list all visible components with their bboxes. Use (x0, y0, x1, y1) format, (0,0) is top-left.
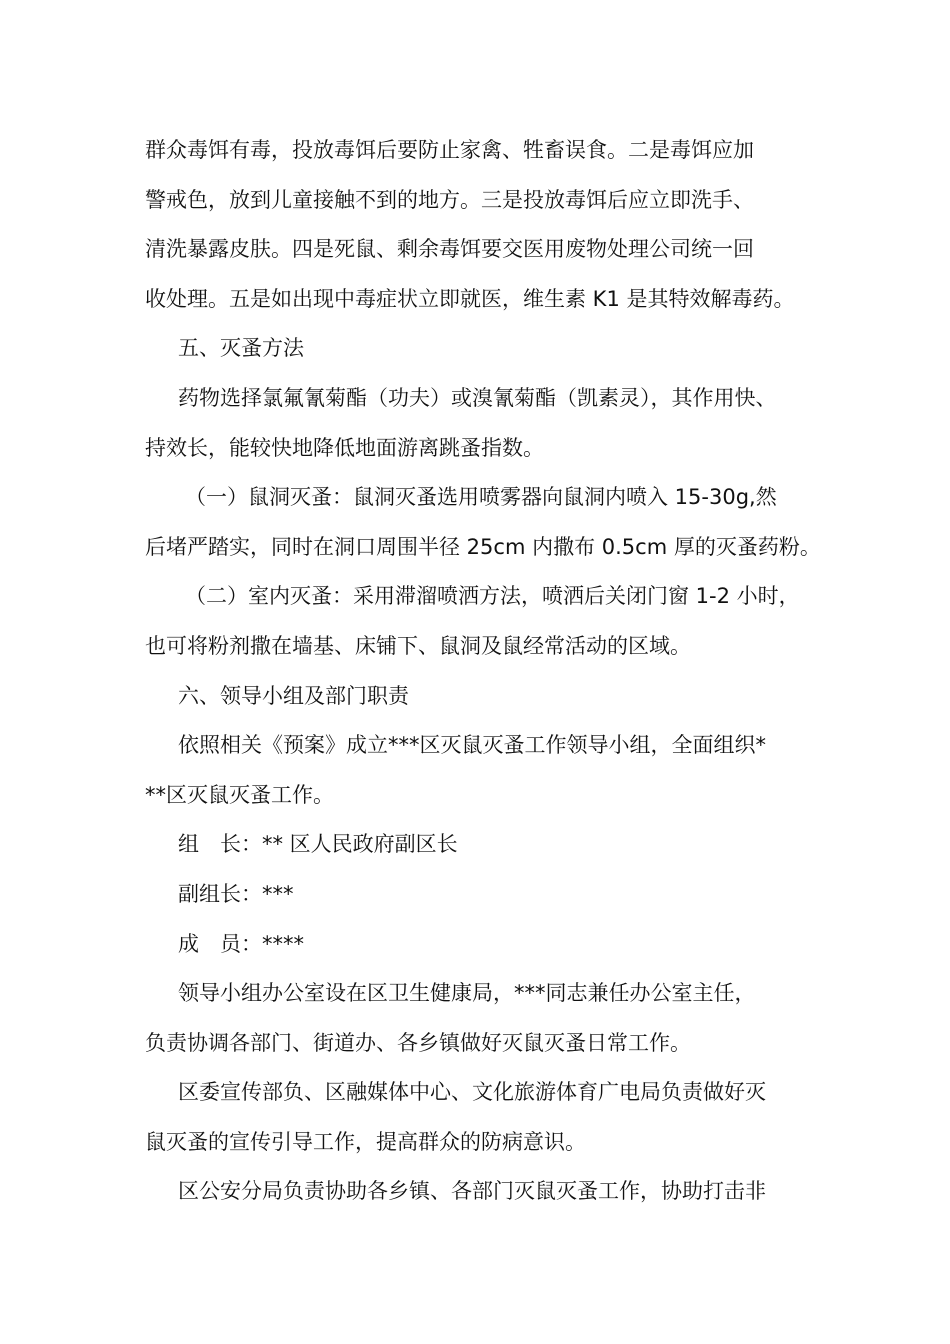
text-line: 副组长：*** (178, 881, 294, 906)
text-line: 区公安分局负责协助各乡镇、各部门灭鼠灭蚤工作，协助打击非 (178, 1179, 766, 1204)
text-line: 警戒色，放到儿童接触不到的地方。三是投放毒饵后应立即洗手、 (145, 187, 754, 212)
text-line: 区委宣传部负、区融媒体中心、文化旅游体育广电局负责做好灭 (178, 1080, 766, 1105)
document-body (145, 126, 821, 1217)
text-line: 领导小组办公室设在区卫生健康局，***同志兼任办公室主任， (178, 981, 756, 1006)
text-line: （一）鼠洞灭蚤：鼠洞灭蚤选用喷雾器向鼠洞内喷入 15-30g,然 (185, 485, 777, 510)
text-line: 持效长，能较快地降低地面游离跳蚤指数。 (145, 435, 544, 460)
text-line: （二）室内灭蚤：采用滞溜喷洒方法，喷洒后关闭门窗 1-2 小时， (185, 584, 800, 609)
text-line: 药物选择氯氟氰菊酯（功夫）或溴氰菊酯（凯素灵），其作用快、 (178, 385, 777, 410)
text-line: 五、灭蚤方法 (178, 336, 304, 361)
text-line: 也可将粉剂撒在墙基、床铺下、鼠洞及鼠经常活动的区域。 (145, 633, 691, 658)
text-line: 清洗暴露皮肤。四是死鼠、剩余毒饵要交医用废物处理公司统一回 (145, 237, 754, 262)
text-line: 群众毒饵有毒，投放毒饵后要防止家禽、牲畜误食。二是毒饵应加 (145, 138, 754, 162)
text-line: 依照相关《预案》成立***区灭鼠灭蚤工作领导小组，全面组织* (178, 733, 766, 758)
text-line: 负责协调各部门、街道办、各乡镇做好灭鼠灭蚤日常工作。 (145, 1030, 691, 1055)
text-line: 六、领导小组及部门职责 (178, 683, 409, 708)
text-line: 组 长：** 区人民政府副区长 (178, 832, 458, 857)
text-line: **区灭鼠灭蚤工作。 (145, 782, 334, 807)
text-line: 后堵严踏实，同时在洞口周围半径 25cm 内撒布 0.5cm 厚的灭蚤药粉。 (145, 534, 821, 559)
text-line: 鼠灭蚤的宣传引导工作，提高群众的防病意识。 (145, 1129, 586, 1154)
text-line: 收处理。五是如出现中毒症状立即就医，维生素 K1 是其特效解毒药。 (145, 286, 795, 311)
text-line: 成 员：**** (178, 931, 304, 956)
